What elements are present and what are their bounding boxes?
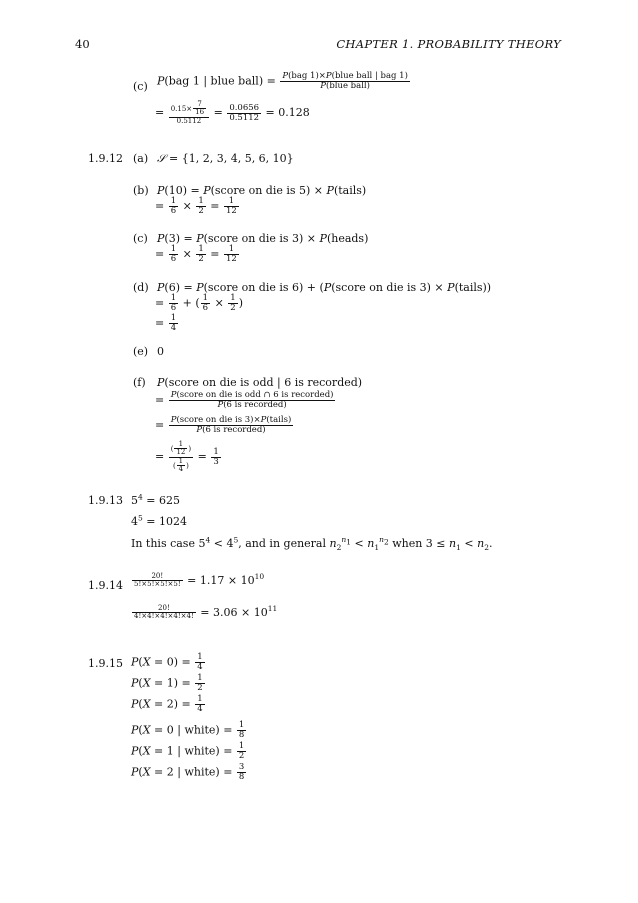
equation: P(6) = P(score on die is 6) + (P(score on die is 3) × P(tails)) xyxy=(157,281,492,294)
equation-text: In this case xyxy=(131,537,195,550)
equation: $4^5 = 1024$ xyxy=(131,513,187,528)
equation: = 0.15× $\frac{7}{16}$ 0.5112 = $\frac{0.0656}{0.5112}$ = 0.128 xyxy=(155,100,310,125)
equation: = $\frac{1}{6}$ + ( $\frac{1}{6}$ × $\frac{1}{2}$ ) xyxy=(155,293,244,313)
problem-number: 1.9.13 xyxy=(88,494,123,507)
equation: P(X = 2 | white) = $\frac{3}{8}$ xyxy=(131,762,245,782)
part-label: (d) xyxy=(133,281,149,294)
equation: 0 xyxy=(157,345,164,358)
chapter-title: CHAPTER 1. PROBABILITY THEORY xyxy=(336,37,561,51)
equation: P(X = 1 | white) = $\frac{1}{2}$ xyxy=(131,741,245,761)
equation: = $\frac{\text{P(score on die is odd ∩ 6 is recorded)}}{\text{P(6 is recorded)}}$ xyxy=(155,390,334,410)
equation: $5^4 = 625$ xyxy=(131,492,180,507)
equation: P(X = 0) = $\frac{1}{4}$ xyxy=(131,652,203,672)
part-label: (c) xyxy=(133,232,148,245)
equation: = ( $\frac{1}{12}$ ) ( $\frac{1}{4}$ ) = $\frac{1}{3}$ xyxy=(155,440,219,474)
equation: P(score on die is odd | 6 is recorded) xyxy=(157,376,363,389)
part-label: (e) xyxy=(133,345,149,358)
equation: In this case $5^4 < 4^5$, and in general $n_2^{n_1} < n_1^{n_2}$ when $3 \le n_1 < n_2$. xyxy=(131,535,493,553)
part-label: (a) xyxy=(133,152,149,165)
page-number: 40 xyxy=(75,37,90,51)
problem-number: 1.9.14 xyxy=(88,579,123,592)
part-label: (f) xyxy=(133,376,146,389)
part-label: (c) xyxy=(133,80,148,93)
problem-number: 1.9.15 xyxy=(88,657,123,670)
equation: P(3) = P(score on die is 3) × P(heads) xyxy=(157,232,369,245)
equation: P(X = 1) = $\frac{1}{2}$ xyxy=(131,673,203,693)
equation: $\frac{20!}{4!\times 4!\times 4!\times 4!\times 4!}$ = $3.06 \times 10^{11}$ xyxy=(134,604,278,621)
equation: P(10) = P(score on die is 5) × P(tails) xyxy=(157,184,367,197)
equation: 𝒮 = {1, 2, 3, 4, 5, 6, 10} xyxy=(157,152,294,165)
equation: = $\frac{\text{P(score on die is 3)×P(tails)}}{\text{P(6 is recorded)}}$ xyxy=(155,415,292,435)
equation: $\frac{20!}{5!\times 5!\times 5!\times 5!}$ = $1.17 \times 10^{10}$ xyxy=(134,572,265,589)
equation: P(X = 0 | white) = $\frac{1}{8}$ xyxy=(131,720,245,740)
equation: P(bag 1 | blue ball) = $\frac{\text{P(bag 1)×P(blue ball | bag 1)}}{\text{P(blue ball)}}$ xyxy=(157,71,408,91)
equation: = $\frac{1}{4}$ xyxy=(155,313,177,333)
equation: = $\frac{1}{6}$ × $\frac{1}{2}$ = $\frac{1}{12}$ xyxy=(155,196,237,216)
problem-number: 1.9.12 xyxy=(88,152,123,165)
equation: P(X = 2) = $\frac{1}{4}$ xyxy=(131,694,203,714)
part-label: (b) xyxy=(133,184,149,197)
equation: = $\frac{1}{6}$ × $\frac{1}{2}$ = $\frac{1}{12}$ xyxy=(155,244,237,264)
